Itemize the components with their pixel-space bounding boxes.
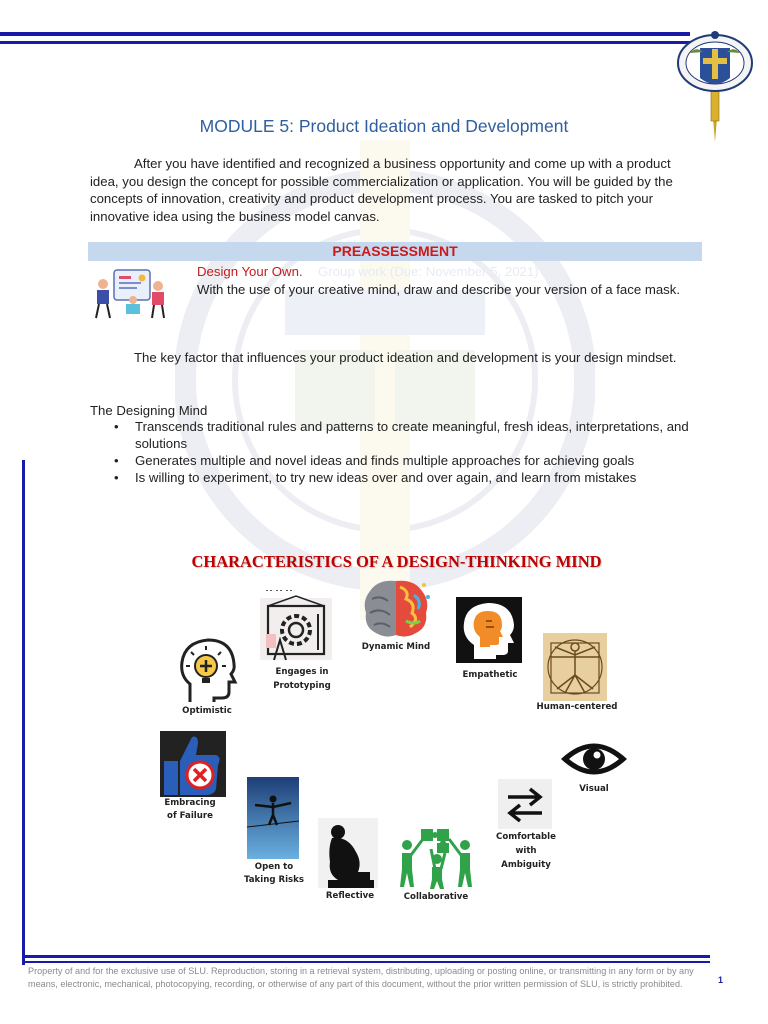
brain-icon xyxy=(360,577,432,640)
page-title: MODULE 5: Product Ideation and Development xyxy=(199,116,569,136)
thumbs-up-icon xyxy=(160,731,226,797)
left-rule xyxy=(22,460,25,965)
list-item: • Generates multiple and novel ideas and finds multiple approaches for achieving goals xyxy=(114,452,714,469)
preassessment-band xyxy=(88,242,702,261)
empathetic-label: Empathetic xyxy=(462,670,518,680)
visual-label: Visual xyxy=(579,784,609,794)
preassessment-ghost-note: Group work (Due: November 5, 2021) xyxy=(318,264,539,279)
key-factor-paragraph: The key factor that influences your product ideation and development is your design mindset. xyxy=(134,350,677,365)
top-rule-thin xyxy=(0,41,690,44)
swap-arrows-icon xyxy=(498,779,552,829)
copyright-notice: Property of and for the exclusive use of SLU. Reproduction, storing in a retrieval system, distributing, uploading or posting online, or transmitting in any form or by any means, electronic, mechanical, photocopying, recording, or otherwise of any part of this document, without the prior written permission of SLU, is strictly prohibited. xyxy=(28,966,694,989)
eye-icon xyxy=(559,736,629,782)
list-item: • Is willing to experiment, to try new ideas over and over again, and learn from mistakes xyxy=(114,469,714,486)
preassessment-task-body: With the use of your creative mind, draw and describe your version of a face mask. xyxy=(197,282,681,297)
ambiguity-label-3: Ambiguity xyxy=(501,860,551,870)
designing-mind-list xyxy=(114,418,714,486)
failure-label-1: Embracing xyxy=(164,798,216,808)
lightbulb-head-icon xyxy=(176,636,238,704)
optimistic-label: Optimistic xyxy=(182,706,232,716)
empathy-head-icon xyxy=(456,597,522,663)
collaborative-label: Collaborative xyxy=(403,892,469,902)
failure-label-2: of Failure xyxy=(167,811,213,821)
reflective-label: Reflective xyxy=(325,891,375,901)
preassessment-task-title: Design Your Own. xyxy=(197,264,303,279)
tightrope-walker-icon xyxy=(247,777,299,859)
ambiguity-label-1: Comfortable xyxy=(496,832,556,842)
bottom-rule xyxy=(22,955,710,958)
prototyping-label-2: Prototyping xyxy=(273,681,331,691)
preassessment-heading: PREASSESSMENT xyxy=(332,243,458,259)
prototype-gear-icon xyxy=(258,590,334,662)
thinker-statue-icon xyxy=(318,818,378,888)
designing-mind-title: The Designing Mind xyxy=(90,403,208,418)
bottom-rule-thin xyxy=(22,961,710,963)
list-item: • Transcends traditional rules and patterns to create meaningful, fresh ideas, interpretations, and solutions xyxy=(114,418,714,452)
intro-paragraph: After you have identified and recognized a business opportunity and come up with a product idea, you design the concept for possible commercialization or application. You will be guided by the concepts of innovation, creativity and product development process. You are tasked to pitch your innovative idea using the business model canvas. xyxy=(90,156,673,224)
top-rule xyxy=(0,32,690,36)
prototyping-label-1: Engages in xyxy=(275,667,329,677)
dynamic-mind-label: Dynamic Mind xyxy=(361,642,431,652)
risks-label-1: Open to xyxy=(254,862,294,872)
ambiguity-label-2: with xyxy=(515,846,537,856)
puzzle-team-icon xyxy=(397,825,477,889)
vitruvian-man-icon xyxy=(543,633,607,701)
page-number: 1 xyxy=(718,975,724,985)
risks-label-2: Taking Risks xyxy=(244,875,304,885)
human-centered-label: Human-centered xyxy=(536,702,618,712)
characteristics-title: CHARACTERISTICS OF A DESIGN-THINKING MIND xyxy=(191,552,602,571)
design-team-icon xyxy=(92,266,168,320)
